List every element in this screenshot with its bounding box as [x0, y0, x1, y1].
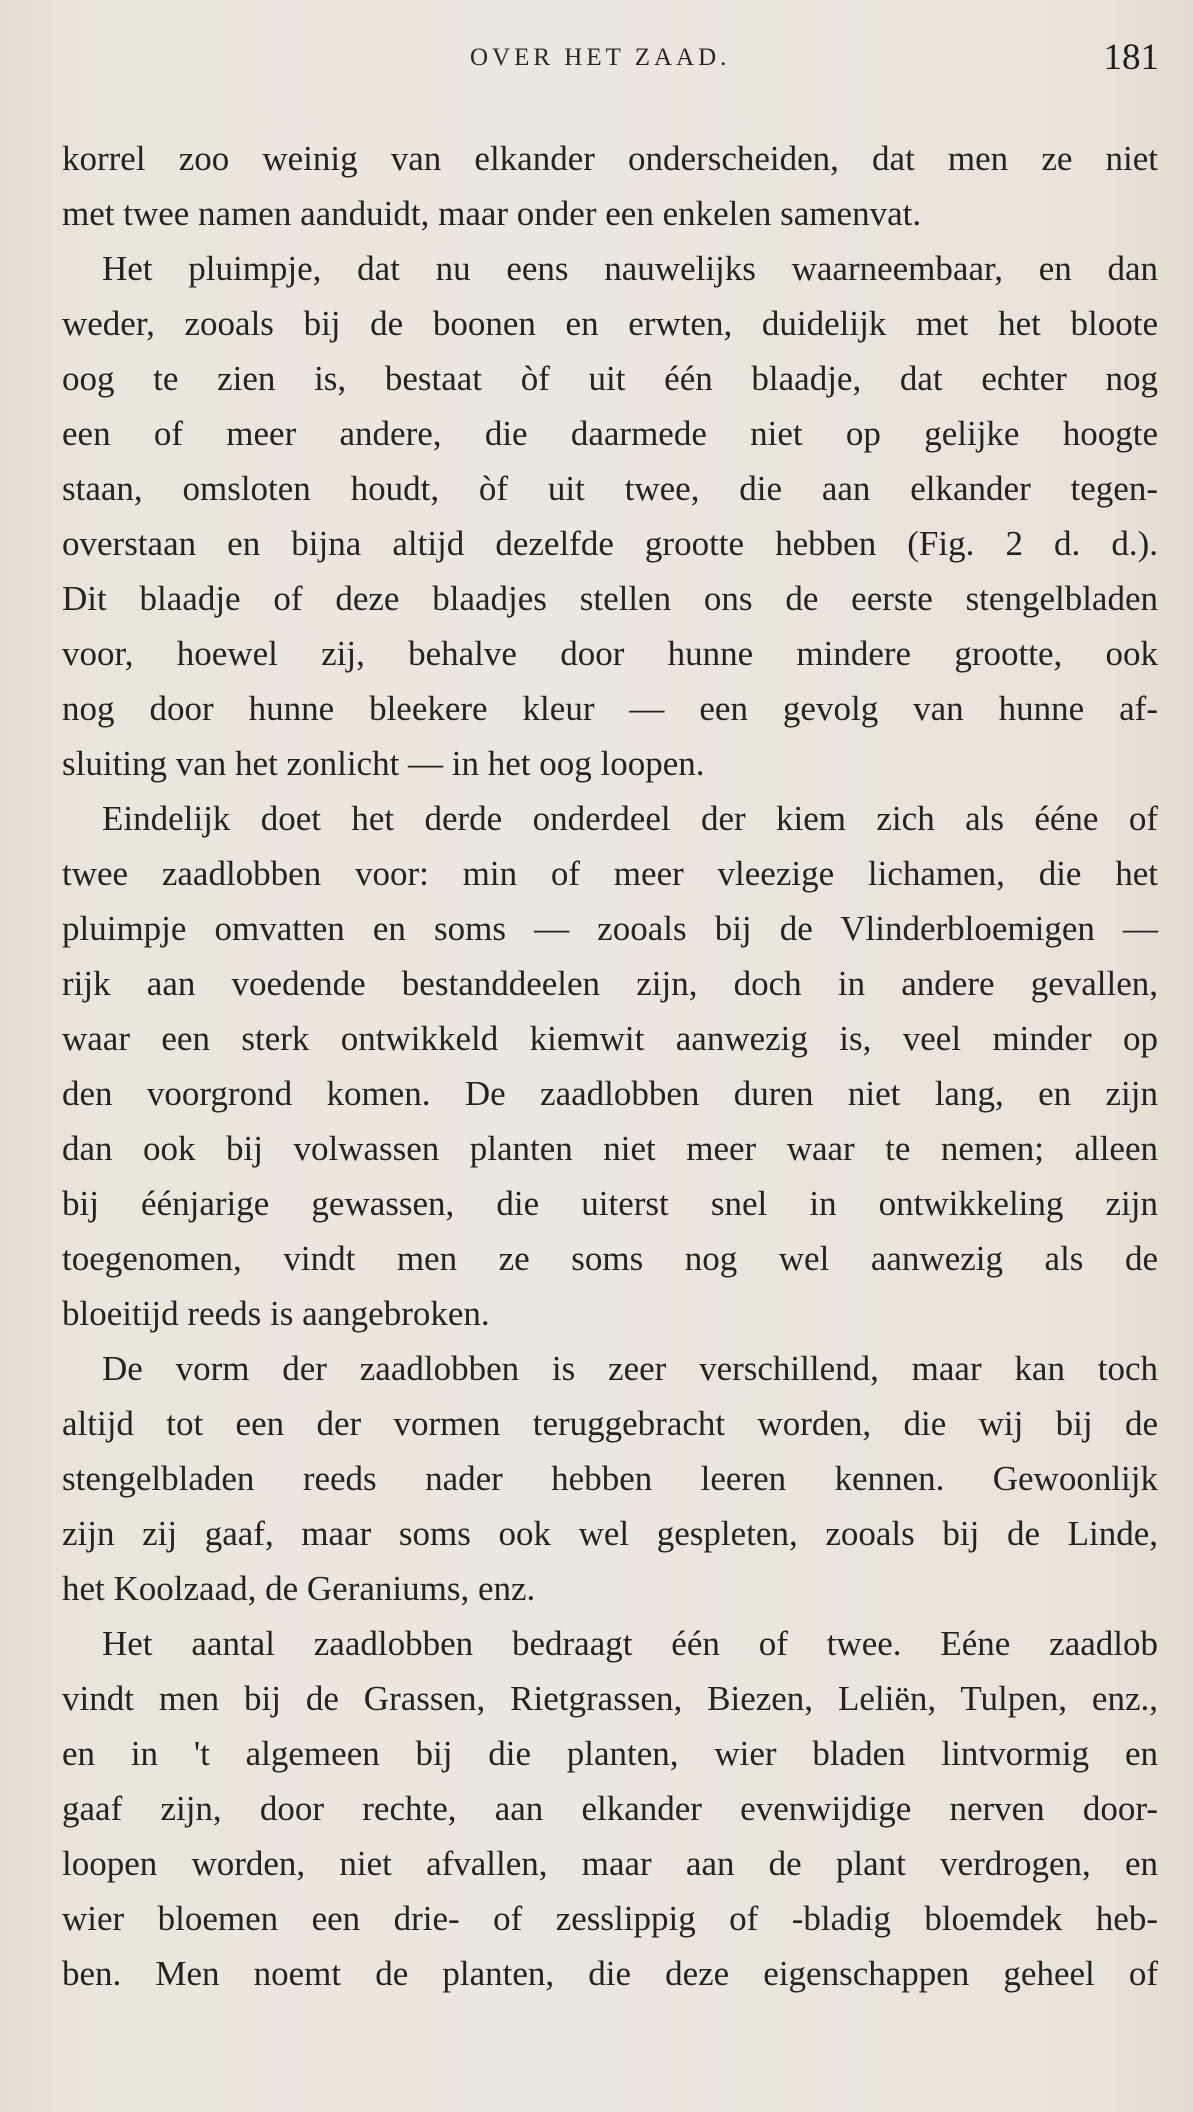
- text-line: nog door hunne bleekere kleur — een gevolg van hunne af-: [62, 689, 1158, 728]
- paragraph-aantal: [62, 1616, 1158, 2001]
- paragraph-vorm: [62, 1341, 1158, 1616]
- text-line: en in 't algemeen bij die planten, wier bladen lintvormig en: [62, 1734, 1158, 1773]
- text-line: altijd tot een der vormen teruggebracht worden, die wij bij de: [62, 1404, 1158, 1443]
- text-line: toegenomen, vindt men ze soms nog wel aanwezig als de: [62, 1239, 1158, 1278]
- text-line: gaaf zijn, door rechte, aan elkander evenwijdige nerven door-: [62, 1789, 1158, 1828]
- text-line: Eindelijk doet het derde onderdeel der kiem zich als ééne of: [102, 799, 1158, 838]
- text-line: ben. Men noemt de planten, die deze eigenschappen geheel of: [62, 1954, 1158, 1993]
- text-line: oog te zien is, bestaat òf uit één blaadje, dat echter nog: [62, 359, 1158, 398]
- paragraph-continuation: [62, 131, 1158, 241]
- paragraph-zaadlobben: [62, 791, 1158, 1341]
- text-line: met twee namen aanduidt, maar onder een enkelen samenvat.: [62, 194, 922, 233]
- text-line: een of meer andere, die daarmede niet op gelijke hoogte: [62, 414, 1158, 453]
- text-line: Het aantal zaadlobben bedraagt één of twee. Eéne zaadlob: [102, 1624, 1158, 1663]
- text-line: waar een sterk ontwikkeld kiemwit aanwezig is, veel minder op: [62, 1019, 1158, 1058]
- text-line: loopen worden, niet afvallen, maar aan de plant verdrogen, en: [62, 1844, 1158, 1883]
- text-line: Dit blaadje of deze blaadjes stellen ons de eerste stengelbladen: [62, 579, 1158, 618]
- page-number: 181: [1103, 37, 1159, 78]
- text-line: korrel zoo weinig van elkander onderscheiden, dat men ze niet: [62, 139, 1158, 178]
- text-line: stengelbladen reeds nader hebben leeren kennen. Gewoonlijk: [62, 1459, 1158, 1498]
- text-line: Het pluimpje, dat nu eens nauwelijks waarneembaar, en dan: [102, 249, 1158, 288]
- text-line: staan, omsloten houdt, òf uit twee, die aan elkander tegen-: [62, 469, 1158, 508]
- text-line: bij éénjarige gewassen, die uiterst snel in ontwikkeling zijn: [62, 1184, 1158, 1223]
- text-line: dan ook bij volwassen planten niet meer waar te nemen; alleen: [62, 1129, 1158, 1168]
- body-text: [62, 131, 1158, 2001]
- text-line: zijn zij gaaf, maar soms ook wel gespleten, zooals bij de Linde,: [62, 1514, 1158, 1553]
- text-line: wier bloemen een drie- of zesslippig of -bladig bloemdek heb-: [62, 1899, 1158, 1938]
- text-line: twee zaadlobben voor: min of meer vleezige lichamen, die het: [62, 854, 1158, 893]
- text-line: den voorgrond komen. De zaadlobben duren niet lang, en zijn: [62, 1074, 1158, 1113]
- text-line: rijk aan voedende bestanddeelen zijn, doch in andere gevallen,: [62, 964, 1158, 1003]
- text-line: vindt men bij de Grassen, Rietgrassen, Biezen, Leliën, Tulpen, enz.,: [62, 1679, 1158, 1718]
- running-title: OVER HET ZAAD.: [470, 44, 731, 71]
- text-line: De vorm der zaadlobben is zeer verschillend, maar kan toch: [102, 1349, 1158, 1388]
- text-line: voor, hoewel zij, behalve door hunne mindere grootte, ook: [62, 634, 1158, 673]
- paragraph-pluimpje: [62, 241, 1158, 791]
- text-line: bloeitijd reeds is aangebroken.: [62, 1294, 490, 1333]
- text-line: pluimpje omvatten en soms — zooals bij de Vlinderbloemigen —: [62, 909, 1158, 948]
- text-line: sluiting van het zonlicht — in het oog loopen.: [62, 744, 705, 783]
- text-line: overstaan en bijna altijd dezelfde grootte hebben (Fig. 2 d. d.).: [62, 524, 1158, 563]
- text-line: het Koolzaad, de Geraniums, enz.: [62, 1569, 536, 1608]
- text-line: weder, zooals bij de boonen en erwten, duidelijk met het bloote: [62, 304, 1158, 343]
